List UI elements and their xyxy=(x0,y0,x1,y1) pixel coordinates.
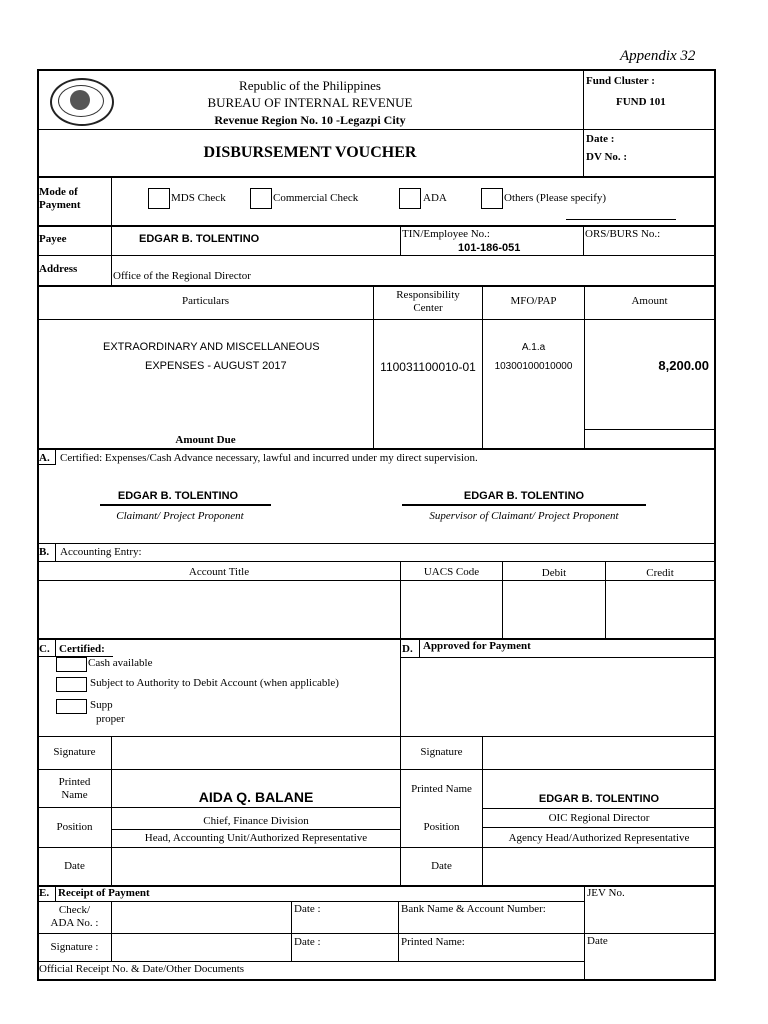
check-ada-label-2: ADA No. : xyxy=(50,917,99,929)
tin-value: 101-186-051 xyxy=(458,242,521,254)
particulars-line-2: EXPENSES - AUGUST 2017 xyxy=(145,360,287,372)
d-date-label: Date xyxy=(431,860,452,872)
d-printed-name-label: Printed Name xyxy=(411,783,472,795)
debit-header: Debit xyxy=(541,567,567,579)
claimant-role: Claimant/ Project Proponent xyxy=(116,510,244,522)
c-signature-label: Signature xyxy=(53,746,96,758)
republic-title: Republic of the Philippines xyxy=(239,78,381,93)
c-position-line-2: Head, Accounting Unit/Authorized Representative xyxy=(144,832,368,844)
credit-header: Credit xyxy=(646,567,674,579)
d-position-label: Position xyxy=(423,821,460,833)
commercial-check-label: Commercial Check xyxy=(273,192,359,204)
section-c-title: Certified: xyxy=(59,643,105,655)
c-position-label: Position xyxy=(56,821,93,833)
d-position-line-1: OIC Regional Director xyxy=(548,812,650,824)
supervisor-role: Supervisor of Claimant/ Project Proponent xyxy=(429,510,619,522)
ada-checkbox[interactable] xyxy=(399,188,421,209)
section-d-title: Approved for Payment xyxy=(423,640,531,652)
c-printed-label-1: Printed xyxy=(58,776,91,788)
date-label: Date : xyxy=(586,133,615,145)
amount-value: 8,200.00 xyxy=(658,358,709,373)
mds-check-label: MDS Check xyxy=(171,192,226,204)
amount-header: Amount xyxy=(631,295,668,307)
region-title: Revenue Region No. 10 -Legazpi City xyxy=(214,113,406,127)
c-position-line-1: Chief, Finance Division xyxy=(203,815,309,827)
cash-available-label: Cash available xyxy=(88,657,153,669)
e-signature-label: Signature : xyxy=(50,941,99,953)
d-printed-name: EDGAR B. TOLENTINO xyxy=(538,793,660,805)
section-c-letter: C. xyxy=(39,643,50,655)
supporting-docs-label-2: proper xyxy=(96,713,125,725)
dv-number-label: DV No. : xyxy=(586,151,628,163)
c-printed-name: AIDA Q. BALANE xyxy=(198,789,314,805)
section-a-letter: A. xyxy=(39,452,50,464)
bureau-title: BUREAU OF INTERNAL REVENUE xyxy=(207,95,413,110)
cash-available-checkbox[interactable] xyxy=(56,657,87,672)
particulars-header: Particulars xyxy=(181,295,230,307)
fund-cluster-value: FUND 101 xyxy=(616,96,666,108)
section-e-title: Receipt of Payment xyxy=(58,887,150,899)
section-b-letter: B. xyxy=(39,546,50,558)
e-date-label-3: Date xyxy=(587,935,608,947)
ors-burs-label: ORS/BURS No.: xyxy=(585,228,661,240)
check-ada-label-1: Check/ xyxy=(58,904,91,916)
e-date-label-2: Date : xyxy=(294,936,321,948)
particulars-line-1: EXTRAORDINARY AND MISCELLANEOUS xyxy=(103,341,320,353)
payee-label: Payee xyxy=(39,233,67,245)
address-label: Address xyxy=(39,263,78,275)
c-printed-label-2: Name xyxy=(61,789,88,801)
bir-seal-logo xyxy=(50,78,114,126)
tin-label: TIN/Employee No.: xyxy=(402,228,490,240)
ada-label: ADA xyxy=(423,192,447,204)
mfo-pap-header: MFO/PAP xyxy=(510,295,557,307)
supporting-docs-label: Supp xyxy=(90,699,113,711)
mds-check-checkbox[interactable] xyxy=(148,188,170,209)
supporting-docs-checkbox[interactable] xyxy=(56,699,87,714)
account-title-header: Account Title xyxy=(188,566,250,578)
others-specify-line[interactable] xyxy=(566,219,676,220)
e-printed-name-label: Printed Name: xyxy=(401,936,465,948)
mode-of-payment-label: Mode of Payment xyxy=(39,186,81,211)
payee-name: EDGAR B. TOLENTINO xyxy=(139,233,260,245)
others-checkbox[interactable] xyxy=(481,188,503,209)
d-signature-label: Signature xyxy=(420,746,463,758)
commercial-check-checkbox[interactable] xyxy=(250,188,272,209)
mfo-line-2: 10300100010000 xyxy=(494,361,573,372)
mfo-line-1: A.1.a xyxy=(521,342,546,353)
bank-account-label: Bank Name & Account Number: xyxy=(401,903,546,915)
responsibility-center-value: 110031100010-01 xyxy=(380,360,476,374)
section-b-title: Accounting Entry: xyxy=(60,546,142,558)
responsibility-header-1: Responsibility xyxy=(396,289,460,301)
authority-debit-label: Subject to Authority to Debit Account (when applicable) xyxy=(90,677,339,689)
fund-cluster-label: Fund Cluster : xyxy=(586,75,655,87)
claimant-name: EDGAR B. TOLENTINO xyxy=(117,490,239,502)
jev-number-label: JEV No. xyxy=(587,887,625,899)
e-date-label-1: Date : xyxy=(294,903,321,915)
voucher-title: DISBURSEMENT VOUCHER xyxy=(203,144,417,161)
section-a-certification: Certified: Expenses/Cash Advance necessary, lawful and incurred under my direct supervision. xyxy=(60,452,478,464)
d-position-line-2: Agency Head/Authorized Representative xyxy=(508,832,690,844)
c-date-label: Date xyxy=(64,860,85,872)
authority-debit-checkbox[interactable] xyxy=(56,677,87,692)
section-d-letter: D. xyxy=(402,643,413,655)
appendix-label: Appendix 32 xyxy=(620,48,696,64)
official-receipt-label: Official Receipt No. & Date/Other Documents xyxy=(39,963,245,975)
address-value: Office of the Regional Director xyxy=(113,270,251,282)
others-label: Others (Please specify) xyxy=(504,192,607,204)
supervisor-name: EDGAR B. TOLENTINO xyxy=(463,490,585,502)
section-e-letter: E. xyxy=(39,887,50,899)
responsibility-header-2: Center xyxy=(413,302,443,314)
uacs-code-header: UACS Code xyxy=(423,566,480,578)
amount-due-label: Amount Due xyxy=(175,434,236,446)
